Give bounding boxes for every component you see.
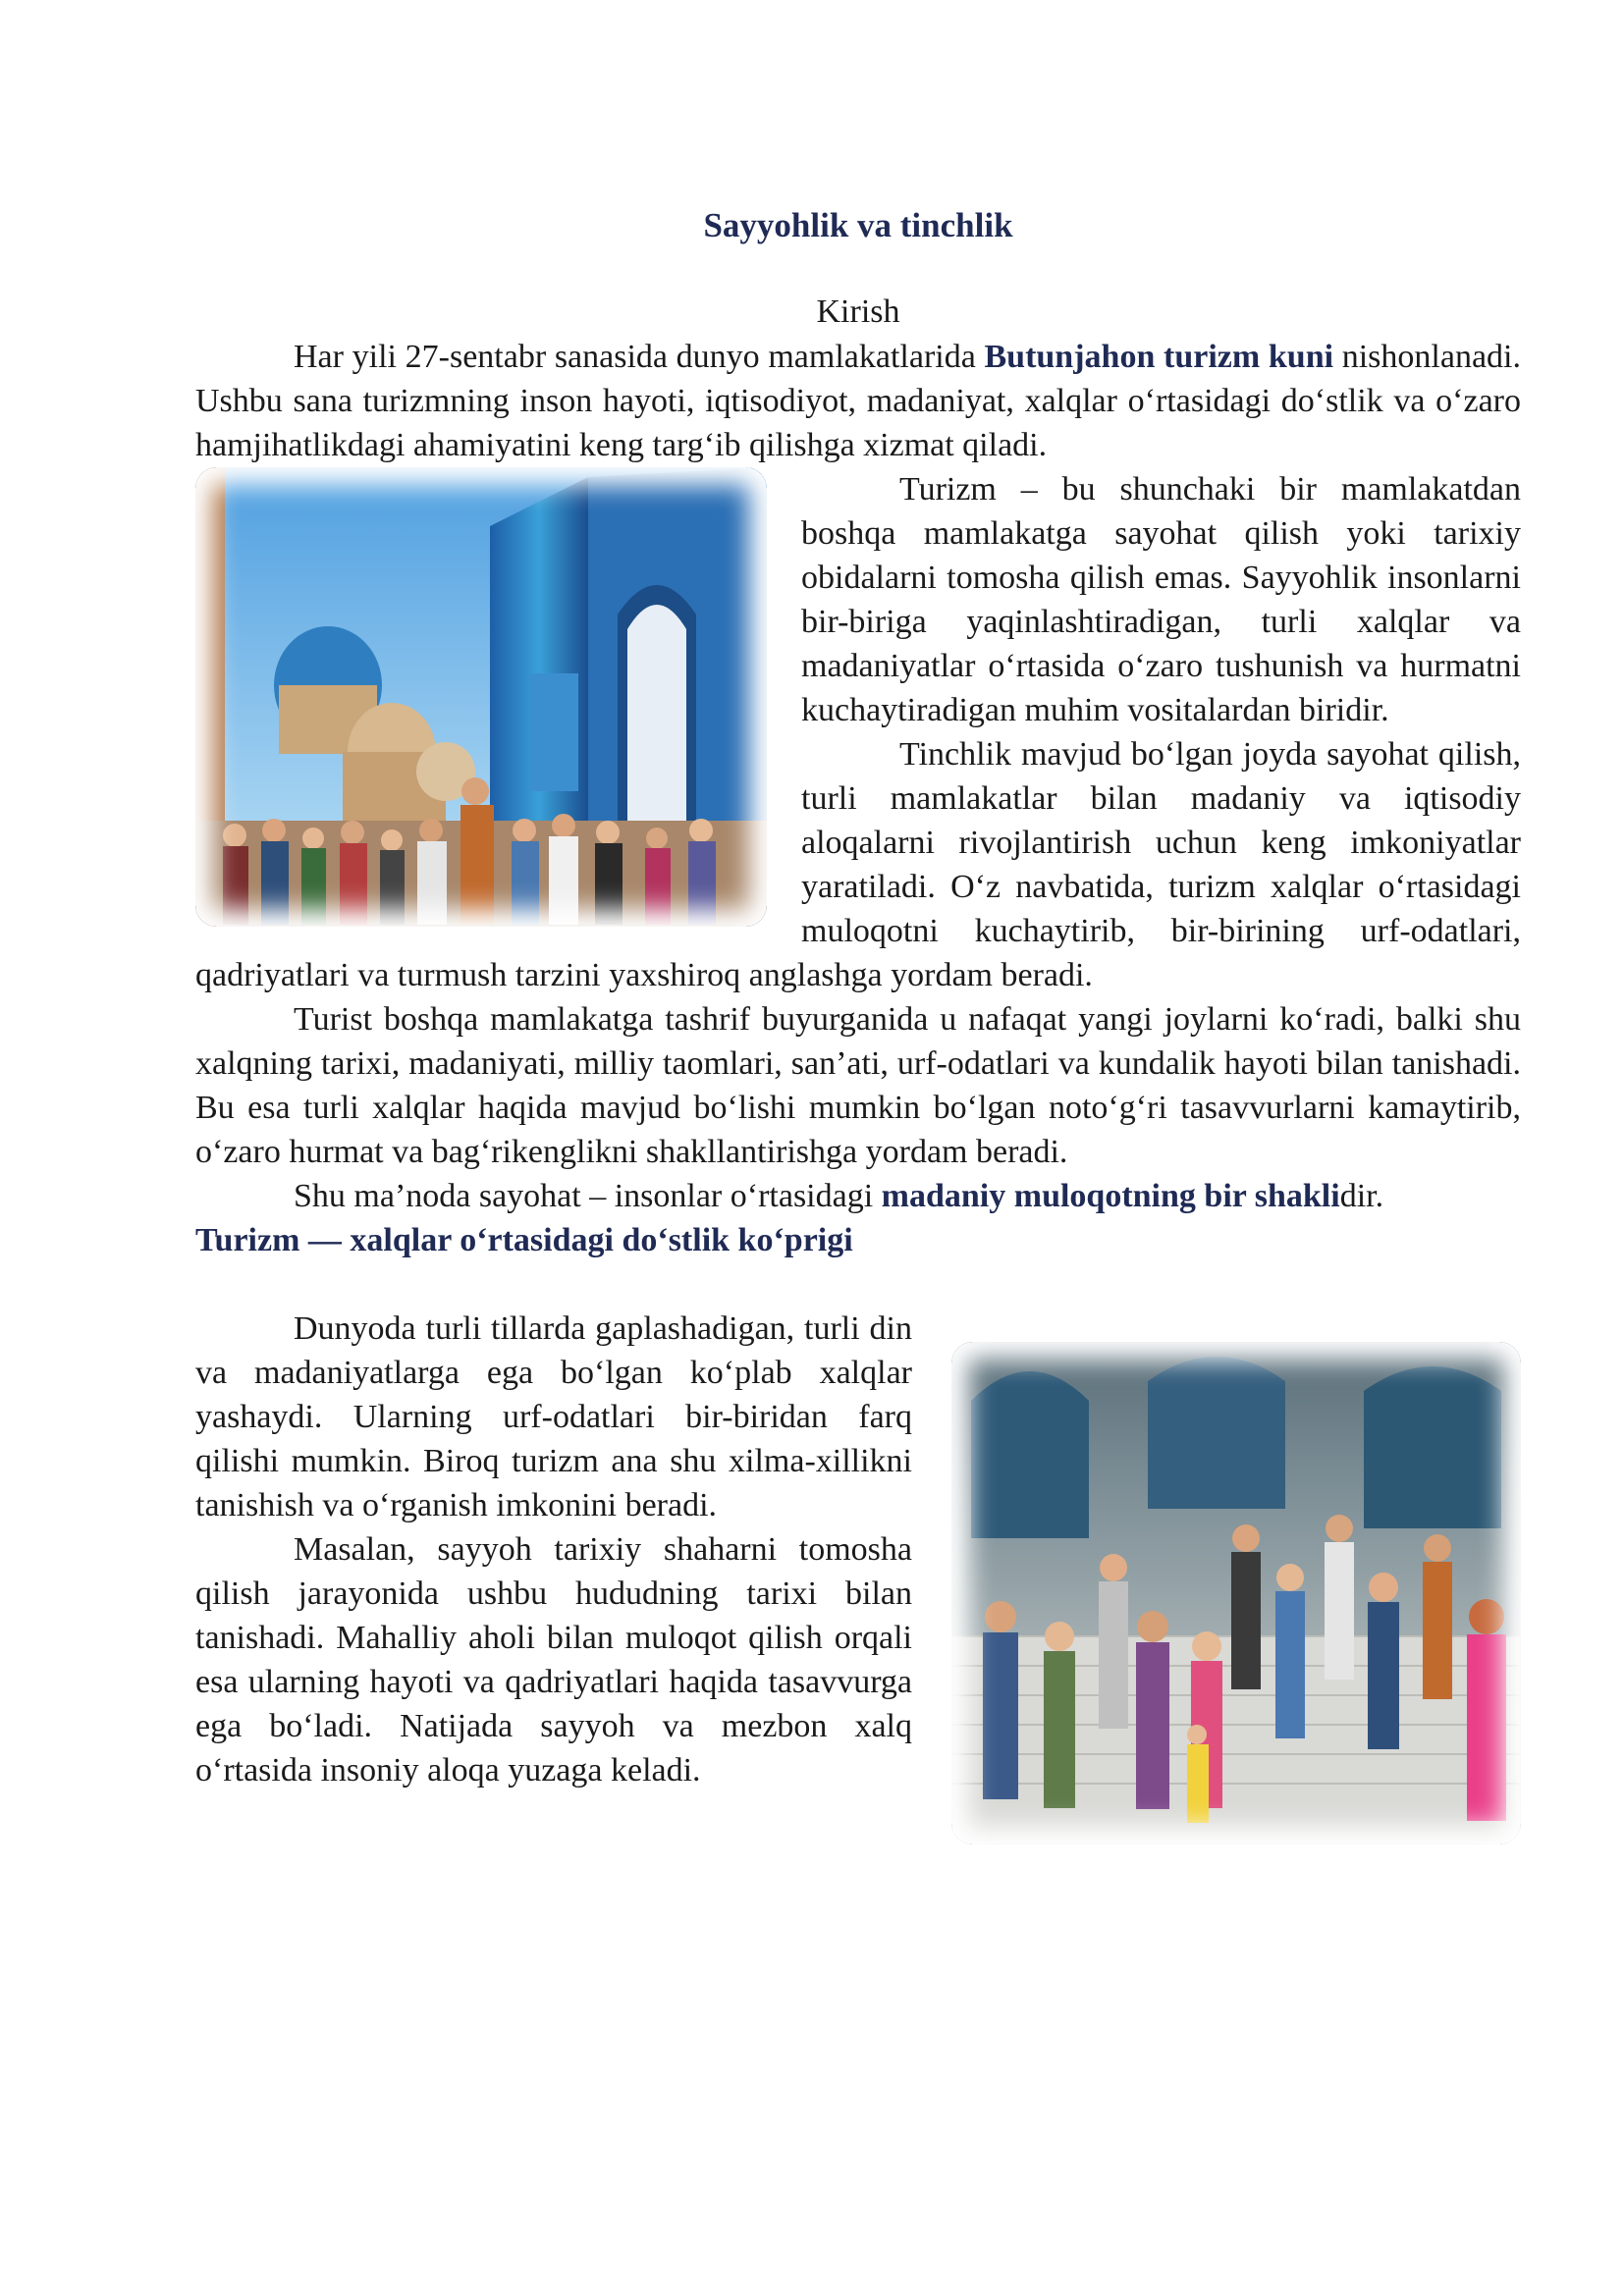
paragraph-5	[195, 1174, 1521, 1218]
paragraph-7: Masalan, sayyoh tarixiy shaharni tomosha qilish jarayonida ushbu hududning tarixi bilan tanishadi. Mahalliy aholi bilan muloqot qilish orqali esa ularning hayoti va qadriyatlari haqida tasavvurga ega bo‘ladi. Natijada sayyoh va mezbon xalq o‘rtasida insoniy aloqa yuzaga keladi.	[195, 1531, 912, 1789]
article-body	[195, 335, 1521, 1850]
p5-text-a: Shu ma’noda sayohat – insonlar o‘rtasidagi	[294, 1178, 882, 1214]
paragraph-3: Tinchlik mavjud bo‘lgan joyda sayohat qilish, turli mamlakatlar bilan madaniy va iqtisodiy aloqalarni rivojlantirish uchun keng imkoniyatlar yaratiladi. O‘z navbatida, turizm xalqlar o‘rtasidagi muloqotni kuchaytirib, bir-birining urf-odatlari, qadriyatlari va turmush tarzini yaxshiroq anglashga yordam beradi.	[195, 736, 1521, 993]
p1-text-b: nishonlanadi. Ushbu sana turizmning inson hayoti, iqtisodiyot, madaniyat, xalqlar o‘rtasidagi do‘stlik va o‘zaro hamjihatlikdagi ahamiyatini keng targ‘ib qilishga xizmat qiladi.	[195, 339, 1521, 463]
section-heading: Turizm — xalqlar o‘rtasidagi do‘stlik ko‘prigi	[195, 1222, 853, 1258]
p5-text-b: dir.	[1339, 1178, 1384, 1214]
page-title: Sayyohlik va tinchlik	[703, 206, 1013, 244]
p1-bold: Butunjahon turizm kuni	[984, 339, 1334, 375]
mausoleum-photo	[195, 467, 767, 927]
p5-bold: madaniy muloqotning bir shakli	[881, 1178, 1340, 1214]
tourists-photo	[951, 1342, 1521, 1844]
paragraph-1	[195, 335, 1521, 467]
paragraph-6: Dunyoda turli tillarda gaplashadigan, turli din va madaniyatlarga ega bo‘lgan ko‘plab xalqlar yashaydi. Ularning urf-odatlari bir-biridan farq qilishi mumkin. Biroq turizm ana shu xilma-xillikni tanishish va o‘rganish imkonini beradi.	[195, 1310, 912, 1523]
paragraph-2: Turizm – bu shunchaki bir mamlakatdan boshqa mamlakatga sayohat qilish yoki tarixiy obidalarni tomosha qilish emas. Sayyohlik insonlarni bir-biriga yaqinlashtiradigan, turli xalqlar va madaniyatlar o‘rtasida o‘zaro tushunish va hurmatni kuchaytiradigan muhim vositalardan biridir.	[801, 471, 1521, 728]
p1-text-a: Har yili 27-sentabr sanasida dunyo mamlakatlarida	[294, 339, 985, 375]
paragraph-4: Turist boshqa mamlakatga tashrif buyurganida u nafaqat yangi joylarni ko‘radi, balki shu xalqning tarixi, madaniyati, milliy taomlari, san’ati, urf-odatlari va kundalik hayoti bilan tanishadi. Bu esa turli xalqlar haqida mavjud bo‘lishi mumkin bo‘lgan noto‘g‘ri tasavvurlarni kamaytirib, o‘zaro hurmat va bag‘rikenglikni shakllantirishga yordam beradi.	[195, 1001, 1521, 1170]
intro-label: Kirish	[816, 294, 900, 330]
